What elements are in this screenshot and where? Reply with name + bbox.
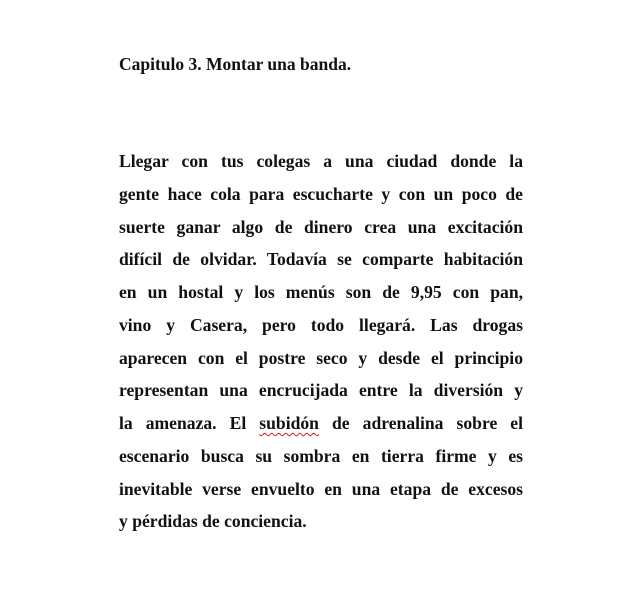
body-paragraph [119,145,523,538]
paragraph-line-1: Llegar con tus colegas a una ciudad donde la [119,151,523,171]
paragraph-line-6: vino y Casera, pero todo llegará. Las drogas [119,314,523,335]
line-9-before: la amenaza. El [119,413,260,433]
paragraph-line-3: suerte ganar algo de dinero crea una excitación [119,216,523,237]
paragraph-line-8: representan una encrucijada entre la diversión y [119,380,523,401]
paragraph-line-5: en un hostal y los menús son de 9,95 con pan, [119,282,523,302]
paragraph-line-9 [119,407,523,440]
spellcheck-flagged-word[interactable]: subidón [259,413,319,433]
line-9-after: de adrenalina sobre el [318,413,523,433]
chapter-title: Capitulo 3. Montar una banda. [119,54,352,74]
paragraph-line-4: difícil de olvidar. Todavía se comparte habitación [119,249,523,270]
paragraph-line-2: gente hace cola para escucharte y con un poco de [119,183,523,204]
paragraph-line-7: aparecen con el postre seco y desde el principio [119,347,523,368]
paragraph-line-10: escenario busca su sombra en tierra firme y es [119,445,523,466]
paragraph-line-11: inevitable verse envuelto en una etapa de excesos [119,478,523,499]
paragraph-line-12: y pérdidas de conciencia. [119,511,307,532]
